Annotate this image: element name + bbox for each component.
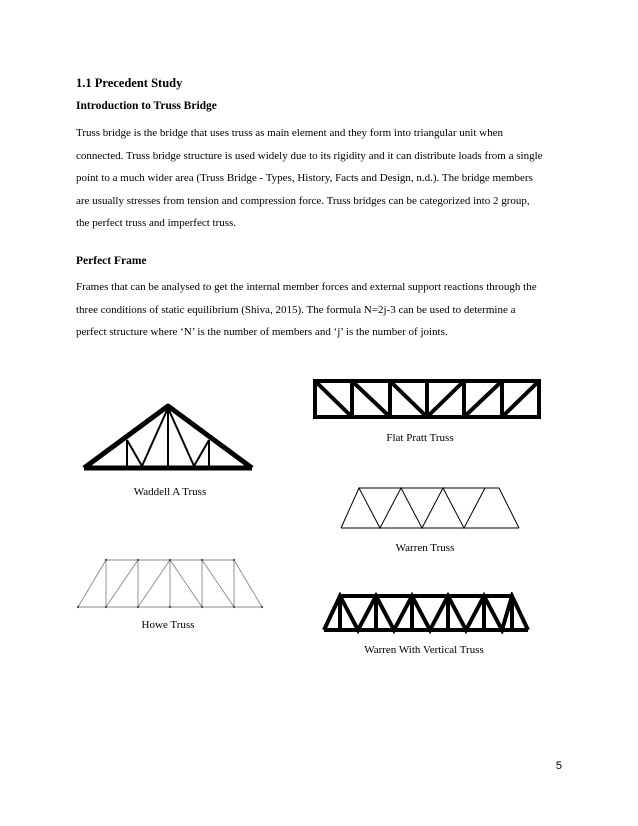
flat-pratt-truss-figure — [312, 378, 542, 420]
subheading-perfect-frame: Perfect Frame — [76, 255, 147, 267]
intro-line: connected. Truss bridge structure is used widely due to its rigidity and it can distribute loads from a single — [76, 149, 543, 162]
caption-warren: Warren Truss — [395, 542, 455, 554]
waddell-a-truss-figure — [80, 400, 256, 474]
perfect-frame-line: three conditions of static equilibrium (Shiva, 2015). The formula N=2j-3 can be used to determine a — [76, 303, 516, 316]
page-number: 5 — [555, 760, 562, 772]
caption-waddell-a: Waddell A Truss — [133, 486, 207, 498]
perfect-frame-line: Frames that can be analysed to get the internal member forces and external support reactions through the — [76, 281, 537, 293]
intro-line: the perfect truss and imperfect truss. — [76, 217, 237, 230]
caption-warren-vertical: Warren With Vertical Truss — [364, 644, 484, 656]
subheading-intro: Introduction to Truss Bridge — [76, 100, 217, 112]
caption-flat-pratt: Flat Pratt Truss — [386, 432, 454, 444]
perfect-frame-line: perfect structure where ‘N’ is the number of members and ‘j’ is the number of joints. — [76, 326, 448, 339]
warren-vertical-truss-figure — [322, 592, 530, 634]
warren-truss-figure — [339, 486, 521, 530]
intro-line: Truss bridge is the bridge that uses truss as main element and they form into triangular unit when — [76, 127, 503, 139]
intro-line: are usually stresses from tension and compression force. Truss bridges can be categorized into 2 group, — [76, 194, 530, 207]
section-heading: 1.1 Precedent Study — [76, 76, 183, 90]
intro-paragraph — [76, 122, 566, 235]
caption-howe: Howe Truss — [141, 619, 195, 631]
howe-truss-figure — [72, 556, 268, 612]
intro-line: point to a much wider area (Truss Bridge - Types, History, Facts and Design, n.d.). The bridge members — [76, 172, 533, 185]
perfect-frame-paragraph — [76, 276, 566, 344]
